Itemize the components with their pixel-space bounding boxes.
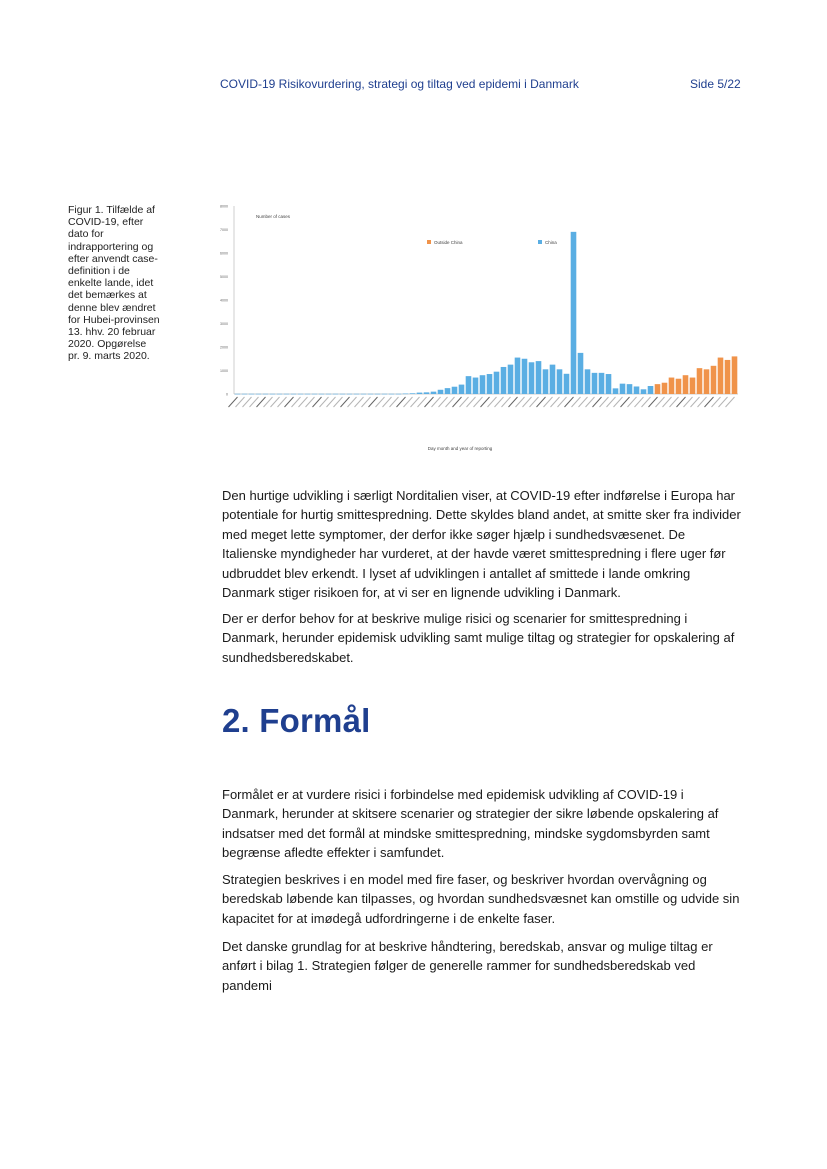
y-tick-label: 6000	[220, 251, 228, 256]
x-tick-mark	[565, 397, 574, 407]
bar	[634, 386, 640, 394]
x-tick-mark	[397, 397, 406, 407]
x-tick-mark	[264, 397, 273, 407]
x-tick-mark	[719, 397, 728, 407]
bar	[431, 392, 437, 394]
x-tick-mark	[257, 397, 266, 407]
bar	[375, 394, 381, 395]
bar	[564, 374, 570, 394]
body-paragraph-3: Formålet er at vurdere risici i forbindelse med epidemisk udvikling af COVID-19 i Danmark, herunder at skitsere scenarier og strategier der sikre løbende opskalering af indsatser med det formål at mindske smittespredning, mindske sygdomsbyrden samt begrænse afledte effekter i samfundet.	[222, 787, 719, 861]
bar	[410, 393, 416, 394]
x-tick-mark	[376, 397, 385, 407]
x-tick-mark	[369, 397, 378, 407]
bar	[368, 394, 374, 395]
body-paragraph-5: Det danske grundlag for at beskrive håndtering, beredskab, ansvar og mulige tiltag er anført i bilag 1. Strategien følger de generelle rammer for sundhedsberedskab ved pandemi	[222, 939, 713, 993]
bar	[578, 353, 584, 394]
x-axis-label: Day month and year of reporting	[427, 446, 493, 451]
bar	[641, 389, 647, 394]
bar	[263, 394, 269, 395]
x-tick-mark	[460, 397, 469, 407]
bar	[676, 379, 682, 394]
legend-swatch-china	[538, 240, 542, 244]
bar	[529, 362, 535, 394]
x-tick-mark	[635, 397, 644, 407]
x-tick-mark	[614, 397, 623, 407]
bar	[277, 394, 283, 395]
x-tick-mark	[390, 397, 399, 407]
bar	[704, 369, 710, 394]
x-tick-mark	[474, 397, 483, 407]
bar	[396, 394, 402, 395]
x-tick-mark	[285, 397, 294, 407]
bar	[543, 369, 549, 394]
bar	[305, 394, 311, 395]
bar	[557, 369, 563, 394]
bar	[627, 384, 633, 394]
x-tick-mark	[621, 397, 630, 407]
x-tick-mark	[425, 397, 434, 407]
x-tick-mark	[334, 397, 343, 407]
x-tick-mark	[278, 397, 287, 407]
x-tick-mark	[292, 397, 301, 407]
x-tick-mark	[327, 397, 336, 407]
y-tick-label: 7000	[220, 228, 228, 232]
x-tick-mark	[691, 397, 700, 407]
x-tick-mark	[271, 397, 280, 407]
bar	[424, 392, 430, 394]
x-tick-mark	[537, 397, 546, 407]
body-paragraph-2: Der er derfor behov for at beskrive mulige risici og scenarier for smittespredning i Danmark, herunder epidemisk udvikling samt mulige tiltag og strategier for opskalering af sundhedsberedskabet.	[222, 611, 735, 665]
bar	[662, 383, 668, 394]
x-tick-mark	[439, 397, 448, 407]
x-tick-mark	[348, 397, 357, 407]
bar	[620, 384, 626, 394]
page-number: Side 5/22	[690, 77, 741, 91]
x-tick-mark	[481, 397, 490, 407]
x-tick-mark	[467, 397, 476, 407]
y-axis-label: Number of cases	[256, 214, 291, 219]
bar	[669, 378, 675, 394]
bar-group	[235, 232, 738, 395]
bar	[438, 390, 444, 394]
bar	[270, 394, 276, 395]
x-tick-mark	[488, 397, 497, 407]
bar	[606, 374, 612, 394]
x-tick-mark	[411, 397, 420, 407]
x-tick-mark	[299, 397, 308, 407]
bar	[508, 365, 514, 394]
bar	[732, 356, 738, 394]
x-tick-mark	[229, 397, 238, 407]
cases-bar-chart	[198, 198, 743, 460]
bar	[683, 375, 689, 394]
bar	[613, 388, 619, 394]
x-tick-mark	[572, 397, 581, 407]
bar	[417, 393, 423, 394]
figure-caption: Figur 1. Tilfælde af COVID-19, efter dato for indrapportering og efter anvendt case-definition i de enkelte lande, idet det bemærkes at denne blev ændret for Hubei-provinsen 13. hhv. 20 februar 2020. Opgørelse pr. 9. marts 2020.	[68, 204, 160, 363]
bar	[585, 369, 591, 394]
bar	[326, 394, 332, 395]
legend-label-china: China	[545, 240, 557, 245]
x-tick-mark	[509, 397, 518, 407]
x-tick-mark	[649, 397, 658, 407]
bar	[648, 386, 654, 394]
bar	[256, 394, 262, 395]
bar	[473, 378, 479, 394]
x-tick-mark	[516, 397, 525, 407]
x-tick-mark	[586, 397, 595, 407]
legend-label-outside-china: Outside China	[434, 240, 463, 245]
x-tick-mark	[593, 397, 602, 407]
bar	[690, 378, 696, 394]
x-tick-mark	[523, 397, 532, 407]
bar	[725, 360, 731, 394]
y-tick-label: 8000	[220, 204, 228, 209]
x-tick-mark	[446, 397, 455, 407]
bar	[459, 385, 465, 394]
chart-legend	[427, 240, 557, 245]
x-tick-mark	[551, 397, 560, 407]
bar	[501, 367, 507, 394]
x-tick-mark	[306, 397, 315, 407]
bar	[480, 375, 486, 394]
x-tick-mark	[355, 397, 364, 407]
x-tick-mark	[705, 397, 714, 407]
x-tick-mark	[313, 397, 322, 407]
x-tick-mark	[432, 397, 441, 407]
legend-swatch-outside-china	[427, 240, 431, 244]
bar	[361, 394, 367, 395]
x-tick-mark	[684, 397, 693, 407]
x-tick-mark	[320, 397, 329, 407]
x-tick-mark	[600, 397, 609, 407]
x-tick-mark	[628, 397, 637, 407]
x-tick-mark	[404, 397, 413, 407]
bar	[389, 394, 395, 395]
bar	[403, 394, 409, 395]
x-tick-mark	[236, 397, 245, 407]
x-tick-mark	[453, 397, 462, 407]
bar	[494, 372, 500, 394]
bar	[291, 394, 297, 395]
x-tick-mark	[726, 397, 735, 407]
bar	[235, 394, 241, 395]
x-tick-mark	[670, 397, 679, 407]
x-tick-mark	[642, 397, 651, 407]
x-tick-mark	[383, 397, 392, 407]
body-paragraph-1: Den hurtige udvikling i særligt Norditalien viser, at COVID-19 efter indførelse i Europa har potentiale for hurtig smittespredning. Dette skyldes bland andet, at smitte sker fra individer med meget lette symptomer, der derfor ikke søger hjælp i sundhedsvæsenet. De Italienske myndigheder har vurderet, at der havde været smittespredning i flere uger før udbruddet blev erkendt. I lyset af udviklingen i antallet af smittede i lande omkring Danmark stiger risikoen for, at vi ser en lignende udvikling i Danmark.	[222, 488, 741, 601]
y-tick-label: 3000	[220, 322, 228, 326]
body-paragraph-4: Strategien beskrives i en model med fire faser, og beskriver hvordan overvågning og beredskab løbende kan tilpasses, og hvordan sundhedsvæsnet kan omstille og udvide sin kapacitet for at imødegå udfordringerne i de enkelte faser.	[222, 872, 740, 926]
y-tick-label: 1000	[220, 369, 228, 373]
bar	[319, 394, 325, 395]
bar	[466, 376, 472, 394]
bar	[550, 365, 556, 394]
x-tick-mark	[579, 397, 588, 407]
y-tick-label: 5000	[220, 275, 228, 279]
bar	[718, 358, 724, 394]
bar	[571, 232, 577, 394]
bar	[382, 394, 388, 395]
x-tick-mark	[558, 397, 567, 407]
section-heading: 2. Formål	[222, 702, 371, 739]
bar	[354, 394, 360, 395]
x-tick-mark	[362, 397, 371, 407]
x-tick-mark	[502, 397, 511, 407]
bar	[347, 394, 353, 395]
bar	[711, 366, 717, 394]
x-tick-mark	[544, 397, 553, 407]
bar	[515, 358, 521, 394]
bar	[312, 394, 318, 395]
x-tick-mark	[530, 397, 539, 407]
bar	[452, 387, 458, 394]
bar	[298, 394, 304, 395]
bar	[599, 373, 605, 394]
x-tick-mark	[341, 397, 350, 407]
y-tick-label: 4000	[220, 298, 228, 303]
y-axis-ticks	[220, 205, 228, 397]
x-tick-mark	[656, 397, 665, 407]
bar	[284, 394, 290, 395]
x-tick-mark	[495, 397, 504, 407]
x-tick-mark	[677, 397, 686, 407]
bar	[536, 361, 542, 394]
x-tick-mark	[243, 397, 252, 407]
bar	[592, 373, 598, 394]
y-tick-label: 0	[226, 392, 228, 397]
x-tick-mark	[663, 397, 672, 407]
x-tick-mark	[607, 397, 616, 407]
bar	[697, 368, 703, 394]
x-tick-mark	[712, 397, 721, 407]
bar	[522, 359, 528, 394]
bar	[242, 394, 248, 395]
bar	[249, 394, 255, 395]
bar	[487, 374, 493, 394]
bar	[340, 394, 346, 395]
x-tick-mark	[418, 397, 427, 407]
x-tick-mark	[698, 397, 707, 407]
x-axis-ticks	[229, 397, 735, 407]
running-header-title: COVID-19 Risikovurdering, strategi og tiltag ved epidemi i Danmark	[220, 77, 579, 91]
y-tick-label: 2000	[220, 345, 228, 350]
bar	[333, 394, 339, 395]
bar	[655, 384, 661, 394]
bar	[445, 388, 451, 394]
x-tick-mark	[250, 397, 259, 407]
